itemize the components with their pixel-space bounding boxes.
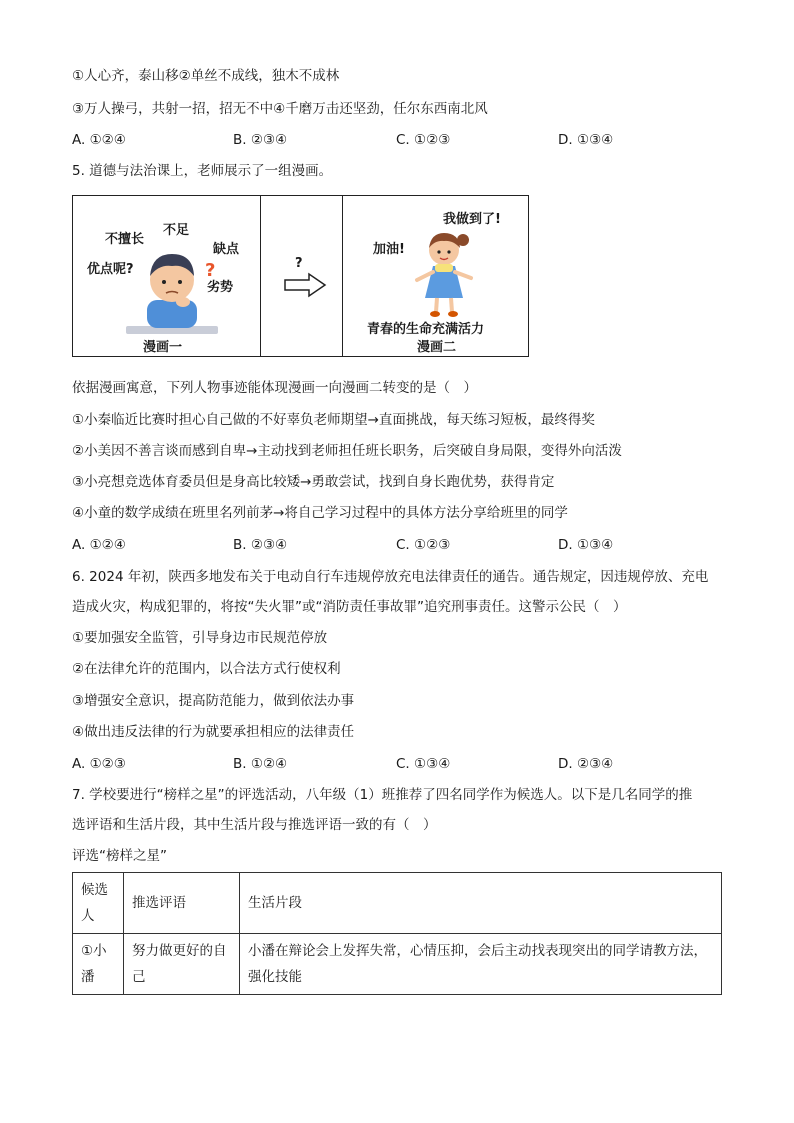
q5-option-a: A. ①②④ [72,537,126,553]
q6-item-3: ③增强安全意识，提高防范能力，做到依法办事 [72,693,355,709]
q4-item-line-1: ①人心齐，泰山移②单丝不成线，独木不成林 [72,68,340,84]
comic-panel-transition [261,196,343,356]
q5-option-c: C. ①②③ [396,537,451,553]
header-life-episode: 生活片段 [240,873,722,934]
comic-word-buzu: 不足 [163,223,190,238]
q4-option-a: A. ①②④ [72,132,126,148]
q5-stem: 5. 道德与法治课上，老师展示了一组漫画。 [72,163,333,179]
header-candidate: 候选人 [73,873,124,934]
comic-word-lieshi: 劣势 [207,280,234,295]
q5-item-1: ①小秦临近比赛时担心自己做的不好辜负老师期望→直面挑战，每天练习短板，最终得奖 [72,412,595,428]
comic-word-bushanchang: 不擅长 [105,232,145,247]
q6-option-d: D. ②③④ [558,756,614,772]
q4-option-b: B. ②③④ [233,132,288,148]
q4-item-line-2: ③万人操弓，共射一招，招无不中④千磨万击还坚劲，任尔东西南北风 [72,101,488,117]
q7-stem-line-1: 7. 学校要进行“榜样之星”的评选活动，八年级（1）班推荐了四名同学作为候选人。以下是几名同学的推 [72,787,693,803]
comic-panel-two [343,196,528,356]
q5-item-2: ②小美因不善言谈而感到自卑→主动找到老师担任班长职务，后突破自身局限，变得外向活泼 [72,443,622,459]
q5-item-3: ③小亮想竞选体育委员但是身高比较矮→勇敢尝试，找到自身长跑优势，获得肯定 [72,474,555,490]
candidate-table [72,872,722,995]
comic-panel-one [73,196,261,356]
q5-question: 依据漫画寓意，下列人物事迹能体现漫画一向漫画二转变的是（ ） [72,380,477,396]
comic-shout-cheer: 加油! [373,242,405,257]
comic-slogan: 青春的生命充满活力 [367,322,485,337]
q4-option-d: D. ①③④ [558,132,614,148]
comic-strip [72,195,529,357]
comic-word-quedian: 缺点 [213,242,240,257]
table-header-row [73,873,722,934]
cell-comment: 努力做更好的自己 [124,934,240,995]
q5-option-d: D. ①③④ [558,537,614,553]
comic-word-youdian: 优点呢? [87,262,134,277]
comic-caption-two: 漫画二 [417,340,457,355]
worried-boy-illustration [121,238,234,338]
q7-table-title: 评选“榜样之星” [72,848,167,864]
q5-item-4: ④小童的数学成绩在班里名列前茅→将自己学习过程中的具体方法分享给班里的同学 [72,505,568,521]
right-arrow-icon [283,272,327,298]
q6-item-2: ②在法律允许的范围内，以合法方式行使权利 [72,661,341,677]
q6-stem-line-1: 6. 2024 年初，陕西多地发布关于电动自行车违规停放充电法律责任的通告。通告规定，因违规停放、充电 [72,569,709,585]
header-comment: 推选评语 [124,873,240,934]
comic-shout-done: 我做到了! [443,212,501,227]
happy-girl-illustration [409,230,479,320]
q4-option-c: C. ①②③ [396,132,451,148]
cell-candidate: ①小潘 [73,934,124,995]
q6-stem-line-2: 造成火灾，构成犯罪的，将按“失火罪”或“消防责任事故罪”追究刑事责任。这警示公民（ ） [72,599,627,615]
svg-text:?: ? [205,260,216,281]
q7-stem-line-2: 选评语和生活片段，其中生活片段与推选评语一致的有（ ） [72,817,437,833]
q6-option-b: B. ①②④ [233,756,288,772]
q6-option-c: C. ①③④ [396,756,451,772]
cell-life-episode: 小潘在辩论会上发挥失常，心情压抑，会后主动找表现突出的同学请教方法，强化技能 [240,934,722,995]
table-row [73,934,722,995]
q6-item-4: ④做出违反法律的行为就要承担相应的法律责任 [72,724,355,740]
q6-option-a: A. ①②③ [72,756,126,772]
comic-caption-one: 漫画一 [143,340,183,355]
q6-item-1: ①要加强安全监管，引导身边市民规范停放 [72,630,328,646]
transition-question-mark: ? [295,256,303,271]
q5-option-b: B. ②③④ [233,537,288,553]
